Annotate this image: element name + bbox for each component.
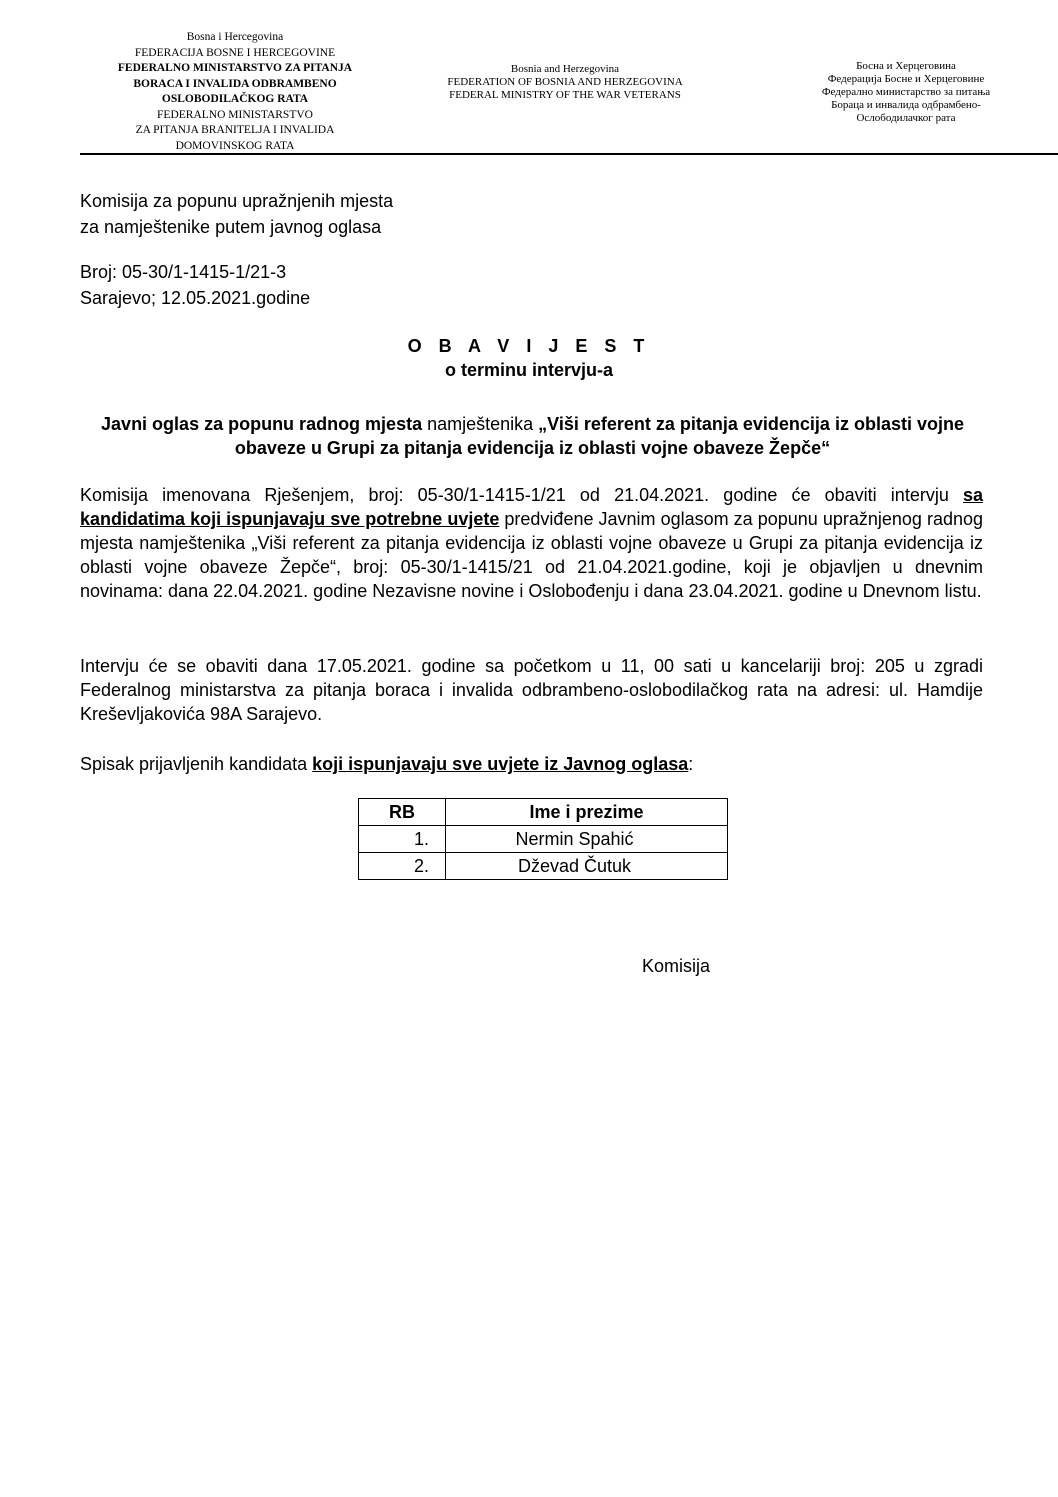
paragraph-text: predviđene Javnim oglasom za popunu upražnjenog radnog mjesta namještenika „Viši referent za pitanja evidencija iz oblasti vojne obaveze u Grupi za pitanja evidencija iz oblasti vojne obaveze Žepče“, broj: 05-30/1-1415/21 od 21.04.2021.godine, koji je objavljen u dnevnim novinama: dana 22.04.2021. godine Nezavisne novine i Oslobođenju i dana 23.04.2021. godine u Dnevnom listu. <box>80 509 984 601</box>
cell-name: Nermin Spahić <box>446 826 728 853</box>
place-date: Sarajevo; 12.05.2021.godine <box>80 288 311 308</box>
subject-part: namještenika <box>422 414 539 434</box>
letterhead-right-line: Ослободилачког рата <box>856 112 956 124</box>
signature: Komisija <box>642 956 711 976</box>
paragraph-text: Komisija imenovana Rješenjem, broj: 05-30/1-1415-1/21 od 21.04.2021. godine će obaviti intervju <box>80 485 963 505</box>
letterhead-left-line: FEDERACIJA BOSNE I HERCEGOVINE <box>134 46 336 59</box>
paragraph-list-intro <box>80 752 983 776</box>
column-header-name: Ime i prezime <box>446 799 728 826</box>
paragraph-text: Spisak prijavljenih kandidata <box>80 754 313 774</box>
paragraph-interview: Intervju će se obaviti dana 17.05.2021. godine sa početkom u 11, 00 sati u kancelariji broj: 205 u zgradi Federalnog ministarstva za pitanja boraca i invalida odbrambeno-oslobodilačkog rata na adresi: ul. Hamdije Kreševljakovića 98A Sarajevo. <box>80 656 983 724</box>
letterhead-left-line: DOMOVINSKOG RATA <box>175 139 295 152</box>
letterhead-left <box>80 30 390 154</box>
paragraph-underlined: koji ispunjavaju sve uvjete iz Javnog oglasa <box>312 754 689 774</box>
paragraph-commission <box>80 483 983 603</box>
cell-rb: 2. <box>359 853 446 880</box>
reference-block <box>80 259 310 311</box>
cell-name: Dževad Čutuk <box>446 853 728 880</box>
subject-line <box>80 412 985 460</box>
letterhead-right-line: Бораца и инвалида одбрамбено- <box>831 99 981 111</box>
letterhead-right-line: Босна и Херцеговина <box>856 60 956 72</box>
reference-number: Broj: 05-30/1-1415-1/21-3 <box>80 262 287 282</box>
letterhead-middle-line: Bosnia and Herzegovina <box>510 63 620 75</box>
table-header-row <box>359 799 728 826</box>
paragraph-text: : <box>688 754 694 774</box>
letterhead-left-line: FEDERALNO MINISTARSTVO ZA PITANJA <box>117 62 353 74</box>
table-row <box>359 826 728 853</box>
letterhead-left-line: OSLOBODILAČKOG RATA <box>161 93 309 105</box>
letterhead-left-line: ZA PITANJA BRANITELJA I INVALIDA <box>135 124 335 136</box>
subject-part: Javni oglas za popunu radnog mjesta <box>101 414 423 434</box>
letterhead-right-line: Федерално министарство за питања <box>821 86 991 98</box>
addressee-line: za namještenike putem javnog oglasa <box>80 217 382 237</box>
letterhead-left-line: BORACA I INVALIDA ODBRAMBENO <box>133 77 337 90</box>
letterhead-middle-line: FEDERATION OF BOSNIA AND HERZEGOVINA <box>447 76 683 88</box>
letterhead-right-line: Федерација Босне и Херцеговине <box>827 73 985 85</box>
letterhead-divider <box>80 153 1058 155</box>
table-row <box>359 853 728 880</box>
subject-part: „Viši referent za pitanja evidencija iz oblasti vojne obaveze u Grupi za pitanja evidencija iz oblasti vojne obaveze Žepče“ <box>234 414 964 458</box>
candidates-table <box>358 798 728 880</box>
title-sub: o terminu intervju-a <box>444 360 614 380</box>
letterhead-left-line: Bosna i Hercegovina <box>186 31 284 43</box>
paragraph-underlined: sa kandidatima koji ispunjavaju sve potrebne uvjete <box>80 485 983 529</box>
cell-rb: 1. <box>359 826 446 853</box>
column-header-rb: RB <box>359 799 446 826</box>
letterhead-middle <box>410 63 720 102</box>
letterhead-left-line: FEDERALNO MINISTARSTVO <box>157 108 313 121</box>
letterhead-right <box>806 60 1006 125</box>
document-title <box>0 334 1058 382</box>
addressee <box>80 188 393 240</box>
letterhead-middle-line: FEDERAL MINISTRY OF THE WAR VETERANS <box>449 89 681 101</box>
title-main: O B A V I J E S T <box>407 336 651 356</box>
addressee-line: Komisija za popunu upražnjenih mjesta <box>80 191 394 211</box>
